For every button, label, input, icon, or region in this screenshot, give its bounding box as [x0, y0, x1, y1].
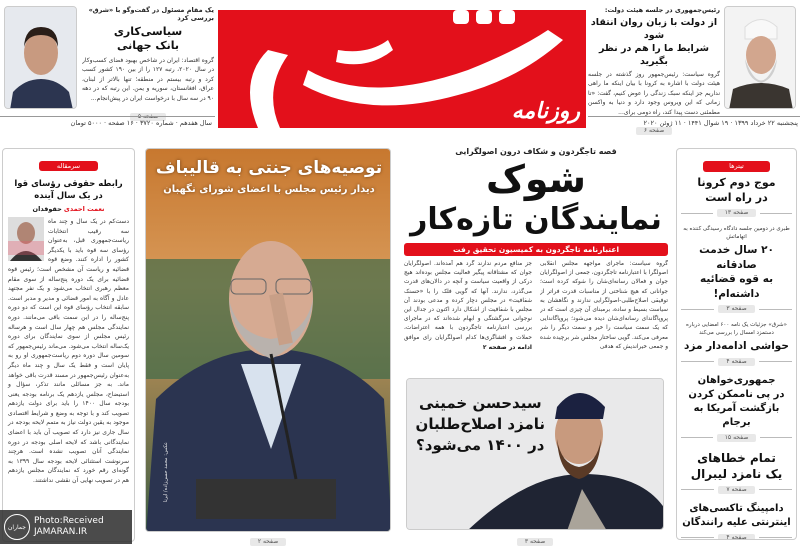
sidebar-headline-item[interactable] [677, 222, 796, 318]
second-story[interactable] [406, 378, 664, 530]
sidebar-headline-item[interactable] [677, 499, 796, 541]
page-ref: صفحه ۱۵ [717, 434, 757, 442]
editorial-body: دست‌کم در یک سال و چند ماه سه رقیب انتخابات ریاست‌جمهوری قبل، به‌عنوان رؤسای سه قوه باید با یکدیگر کشور را اداره کنند. وضع قوه قضائیه و ریاست آن مشخص است؛ رئیس قوه قضائیه برای یک دوره پنج‌ساله از سوی مقام معظم رهبری انتخاب می‌شود و یک نفر مجتهد عادل و آگاه به امور قضائی و مدیر و مدبر است. سابقه انتخاب رؤسای قوه این است که دو دوره پنج‌ساله را در این سمت باقی می‌مانند. دوره نمایندگی مجلس هم چهار سال است و هرساله رئیس مجلس از سوی نمایندگان برای دوره یک‌ساله انتخاب می‌شود. می‌ماند رئیس‌جمهور که سومین سال دوره دوم ریاست‌جمهوری او رو به پایان است و فقط یک سال و چند ماه دیگر به‌عنوان رئیس‌جمهور در مسند قدرت باقی خواهد ماند. به جز مسائلی مانند تذکر، سؤال و استیضاح، مجلس یازدهم یک برنامه بودجه یعنی بودجه سال ۱۴۰۰ را باید برای دولت یازدهم تصویب کند و با توجه به وضع و شرایط اقتصادی موجود به یقین دولت نیاز به متمم لایحه بودجه در سال جاری نیز دارد که تصویب آن باید با اعضای نمایندگانی باشد که لایحه اصلی بودجه در دوره نمایندگی آنان تصویب نشده است. هرچند سرنوشت استثنائی لایحه بودجه سال ۱۳۹۹ به گونه‌ای رقم خورد که نمایندگان مجلس یازدهم هم در تصویب نهایی آن نقشی نداشتند. [8, 218, 130, 485]
logo [218, 10, 586, 128]
headline-line: در راه است [705, 191, 768, 204]
story-headline [82, 25, 214, 53]
author-role: حقوقدان [32, 205, 62, 213]
headline-line: حواشی ادامه‌دار مزد [684, 340, 789, 352]
page-ref: صفحه ۲ [250, 538, 286, 546]
item-headline [681, 502, 792, 530]
sidebar-label: تیترها [703, 161, 770, 172]
photo-story-subhead: دیدار رئیس مجلس با اعضای شورای نگهبان [163, 184, 375, 195]
watermark-line2: JAMARAN.IR [34, 527, 88, 537]
lead-headline [404, 157, 668, 239]
item-headline [681, 339, 792, 354]
economist-photo [4, 6, 77, 109]
president-photo [724, 6, 796, 109]
story-kicker: رئیس‌جمهوری در جلسه هیئت دولت: [604, 6, 720, 14]
item-headline [681, 450, 792, 482]
second-story-headline [416, 393, 545, 456]
story-body: گروه اقتصاد: ایران در شاخص بهبود فضای کسب‌وکار در سال ۲۰۲۰، رتبه ۱۲۷ را از بین ۱۹۰ کشور کسب کرد و رتبه بیستم در منطقه؛ تنها بالاتر از لبنان، عراق، افغانستان، سوریه و یمن. این رتبه که در دهه ۹۰ در سه سال با درخواست ایران در پیش‌انجام... [82, 57, 214, 102]
item-headline [681, 243, 792, 301]
sidebar-headline-item[interactable] [677, 371, 796, 447]
headline-line: جمهوری‌خواهان [697, 374, 776, 386]
lead-body-right: گروه سیاست: ماجرای مواجهه مجلس انقلابی اصولگرا با اعتبارنامه تاجگردون، جمعی از اصولگرایان جوان و فعالان رسانه‌ای‌شان را شوکه کرده است؛ جوانانی که هیچ شناختی از مناسبات قدرت فراتر از توفیقی اصلاح‌طلبی-اصولگرایی ندارند و نگاهشان به سیاست بسیط و ساده، برمبنای آن چیزی است که در پروپاگاندای رسانه‌ای‌شان دیده می‌شود؛ پروپاگاندایی که یک سمت سیاست را خیر و سمت دیگر را شر معرفی می‌کند. گویی ساختار مجلس شر برچیده شده و جمعی خیراندیش که هدفی [540, 261, 668, 350]
sidebar-headline-item[interactable] [677, 172, 796, 222]
watermark [0, 510, 132, 544]
story-body: گروه سیاست: رئیس‌جمهور روز گذشته در جلسه هیئت دولت با اشاره به کرونا با بیان اینکه ما راهی نداریم جز اینکه سبک زندگی را عوض کنیم، گفت: «تا زمانی که این ویروس وجود دارد و دنیا به واکسن مطمئنی دست پیدا کند، راه دومی برای... [588, 71, 720, 116]
sidebar-headline-item[interactable] [677, 318, 796, 371]
page-ref: صفحه ۴ [718, 358, 754, 366]
headline-line: در پی ناممکن کردن [688, 388, 785, 400]
headline-line: شوک [485, 157, 587, 201]
headline-line: سیاسی‌کاری [113, 25, 183, 38]
headline-line: موج دوم کرونا [697, 176, 776, 189]
photo-caption: عکس: محمد حسن‌زاده/ ایرنا [163, 442, 169, 503]
headlines-sidebar [676, 148, 797, 540]
item-headline [681, 374, 792, 430]
watermark-line1: Photo:Received [34, 516, 104, 526]
lead-body-left: جز منافع مردم ندارند گرد هم آمده‌اند. اصولگرایان جوان که مشتاقانه پیگیر فعالیت مجلس بوده‌اند هیچ درکی از واقعیت سیاست و آنچه در دالان‌های قدرت می‌گذرد، ندارند. آنها که گویی فلک را با «حسنک شفافیت» در مجلس دچار کرده و مدعی بودند آن مجلس با شفافیت از اشکال دارد اکنون در جدال این نوجوانی سرگشتگی و ابهام شده‌اند که در ماجرای بررسی اعتبارنامه تاجگردون با همه اعتراضات، حملات و افشاگری‌ها کدام اصولگرایان رای موافق [404, 261, 532, 341]
page-ref: صفحه ۴ [718, 534, 754, 541]
continue-link[interactable]: ادامه در صفحه ۲ [482, 343, 532, 351]
headline-line: به قوه قضائیه داشته‌ام! [699, 273, 774, 300]
author-photo [8, 217, 44, 261]
editorial-label: سرمقاله [39, 161, 98, 171]
story-headline [588, 16, 720, 68]
headline-line: بازگشت آمریکا به برجام [693, 402, 780, 428]
date-line: پنجشنبه ۲۲ خرداد ۱۳۹۹ · ۱۹ شوال ۱۴۴۱ · ۱۱ ژوئن ۲۰۲۰ [643, 119, 798, 127]
photo-story-headline: توصیه‌های جنتی به قالیباف [155, 158, 383, 178]
issue-info: سال هفدهم · شماره ۳۷۲۰ · ۱۶ صفحه · ۵۰۰۰ تومان [70, 119, 212, 127]
editorial-headline [3, 178, 134, 202]
jamaran-logo [4, 514, 30, 540]
masthead-rule [0, 116, 215, 117]
page-ref: صفحه ۷ [718, 486, 754, 494]
story-kicker: یک مقام مسئول در گفت‌وگو با «شرق» بررسی کرد [88, 6, 214, 22]
headline-line: نمایندگان تازه‌کار [410, 202, 662, 237]
headline-line: یک نامزد لیبرال [690, 466, 783, 481]
photo-story[interactable] [145, 148, 391, 532]
lead-subhead-bar: اعتبارنامه تاجگردون به کمیسیون تحقیق رفت [404, 243, 668, 256]
headline-line: بانک جهانی [116, 39, 180, 52]
headline-line: تمام خطاهای [697, 450, 776, 465]
item-kicker: طبری در دومین جلسه دادگاه رسیدگی کننده به اتهاماتش [683, 226, 790, 240]
author-name: نعمت احمدی [63, 205, 105, 213]
headline-line: در ۱۴۰۰ می‌شود؟ [416, 436, 545, 454]
headline-line: ۲۰ سال خدمت صادقانه [699, 244, 774, 271]
headline-line: رابطه حقوقی رؤسای قوا [14, 179, 123, 189]
sidebar-headline-item[interactable] [677, 447, 796, 499]
top-left-story[interactable] [82, 6, 214, 122]
lead-story[interactable] [404, 146, 668, 352]
page-ref: صفحه ۳ [718, 305, 754, 313]
headline-line: اینترنتی علیه رانندگان [682, 516, 791, 528]
qalibaf-photo [146, 149, 391, 532]
lead-kicker: قصه تاجگردون و شکاف درون اصولگرایی [455, 147, 617, 156]
headline-line: در یک سال آینده [34, 191, 103, 201]
page-ref: صفحه ۳ [517, 538, 553, 546]
headline-line: سیدحسن خمینی [418, 394, 542, 412]
masthead-rule [588, 116, 800, 117]
page-ref: صفحه ۶ [636, 127, 672, 135]
item-headline [681, 175, 792, 205]
logo-subtitle: روزنامه [511, 98, 580, 124]
logo-text: جماران [8, 523, 26, 531]
headline-line: شرایط ما را هم در نظر بگیرید [598, 43, 710, 67]
headline-line: دامپینگ تاکسی‌های [689, 502, 784, 514]
page-ref: صفحه ۵ [130, 113, 166, 121]
page-ref: صفحه ۱۳ [717, 209, 757, 217]
item-kicker: «شرق» جزئیات یک نامه ۶۰۰ امضایی درباره دستمزد امسال را بررسی می‌کند [686, 322, 787, 336]
editorial-column[interactable] [2, 148, 135, 542]
headline-line: از دولت با زبان روان انتقاد شود [590, 17, 718, 41]
headline-line: نامزد اصلاح‌طلبان [415, 415, 545, 433]
